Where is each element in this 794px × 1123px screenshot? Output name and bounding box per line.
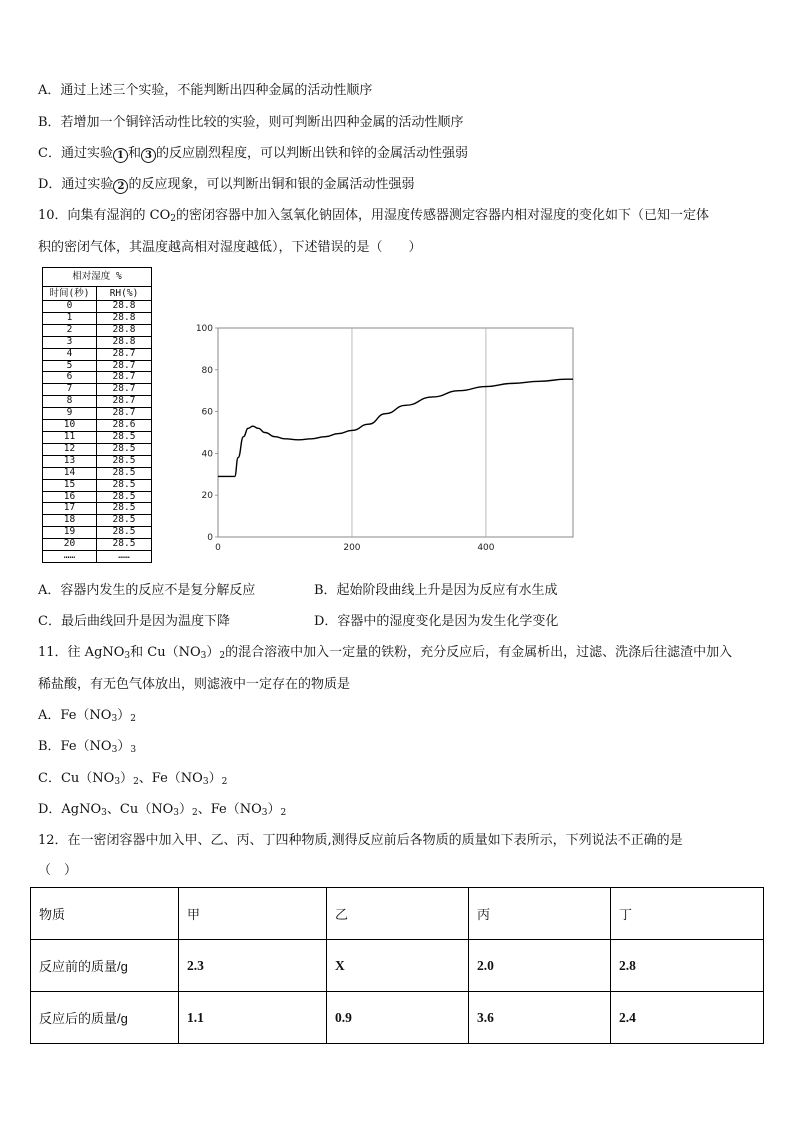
mass-table-cell: 2.4 <box>611 992 764 1044</box>
mass-table-cell: 2.3 <box>179 940 327 992</box>
humidity-time-cell: 0 <box>43 301 97 313</box>
humidity-table <box>42 267 152 563</box>
q9-option-c <box>38 146 468 163</box>
q12-stem-line1: 12．在一密闭容器中加入甲、乙、丙、丁四种物质,测得反应前后各物质的质量如下表所示，下列说法不正确的是 <box>38 833 683 848</box>
humidity-table-row <box>43 479 152 491</box>
mass-table-header-cell: 乙 <box>327 888 469 940</box>
humidity-rh-cell: 28.5 <box>97 491 152 503</box>
mass-table-cell: X <box>327 940 469 992</box>
mass-table-cell: 2.8 <box>611 940 764 992</box>
humidity-line-chart <box>185 318 585 553</box>
humidity-rh-cell: 28.8 <box>97 324 152 336</box>
mass-table-cell: 0.9 <box>327 992 469 1044</box>
humidity-table-row <box>43 420 152 432</box>
y-tick-label: 80 <box>201 365 213 376</box>
humidity-rh-cell: 28.7 <box>97 372 152 384</box>
humidity-series-line <box>218 379 573 476</box>
humidity-time-cell: 13 <box>43 455 97 467</box>
humidity-table-row <box>43 491 152 503</box>
q10-stem-line1 <box>38 208 709 227</box>
humidity-rh-cell: …… <box>97 551 152 563</box>
q11-option-a <box>38 708 136 727</box>
humidity-rh-cell: 28.7 <box>97 360 152 372</box>
humidity-time-cell: 8 <box>43 396 97 408</box>
q11-stem-line2: 稀盐酸，有无色气体放出，则滤液中一定存在的物质是 <box>38 677 351 692</box>
q11-c-s4: 2 <box>221 777 228 787</box>
humidity-table-col-rh: RH(%) <box>97 287 152 301</box>
humidity-table-row <box>43 324 152 336</box>
q10-option-c: C．最后曲线回升是因为温度下降 <box>38 614 230 629</box>
humidity-time-cell: 14 <box>43 467 97 479</box>
humidity-table-row <box>43 443 152 455</box>
q11-b-s1: 3 <box>111 745 118 755</box>
y-tick-label: 60 <box>201 407 213 418</box>
x-tick-label: 200 <box>343 543 361 553</box>
mass-table-header-cell: 物质 <box>31 888 179 940</box>
q11-d-s2: 3 <box>173 808 179 818</box>
q9-option-d <box>38 177 414 194</box>
humidity-table-row <box>43 348 152 360</box>
q9-option-a: A．通过上述三个实验，不能判断出四种金属的活动性顺序 <box>38 83 373 98</box>
humidity-time-cell: 19 <box>43 527 97 539</box>
q11-option-c <box>38 771 227 790</box>
humidity-time-cell: 17 <box>43 503 97 515</box>
q11-b-pre: B．Fe（NO <box>38 739 112 754</box>
q9-option-d-post: 的反应现象，可以判断出铜和银的金属活动性强弱 <box>128 177 415 192</box>
q11-a-s1: 3 <box>111 714 118 724</box>
q11-d-post: ） <box>267 802 281 817</box>
humidity-time-cell: 6 <box>43 372 97 384</box>
mass-table-cell: 1.1 <box>179 992 327 1044</box>
q10-option-a: A．容器内发生的反应不是复分解反应 <box>38 583 256 598</box>
mass-table-header-cell: 丙 <box>469 888 611 940</box>
q11-stem-line1 <box>38 645 732 664</box>
humidity-table-row <box>43 515 152 527</box>
humidity-rh-cell: 28.5 <box>97 527 152 539</box>
humidity-table-row <box>43 301 152 313</box>
humidity-table-row <box>43 336 152 348</box>
q11-sub1: 3 <box>124 651 131 661</box>
humidity-rh-cell: 28.5 <box>97 443 152 455</box>
humidity-time-cell: 16 <box>43 491 97 503</box>
humidity-rh-cell: 28.5 <box>97 467 152 479</box>
q11-a-post: ） <box>117 708 131 723</box>
q9-option-d-pre: D．通过实验 <box>38 177 114 192</box>
humidity-rh-cell: 28.7 <box>97 396 152 408</box>
humidity-rh-cell: 28.8 <box>97 301 152 313</box>
humidity-table-row <box>43 539 152 551</box>
q11-d-s5: 2 <box>280 808 287 818</box>
q11-pre: 11．往 AgNO <box>38 645 125 660</box>
x-tick-label: 400 <box>477 543 495 553</box>
humidity-rh-cell: 28.7 <box>97 408 152 420</box>
humidity-rh-cell: 28.7 <box>97 348 152 360</box>
q10-stem-post: 的密闭容器中加入氢氧化钠固体，用湿度传感器测定容器内相对湿度的变化如下（已知一定体 <box>176 208 710 223</box>
humidity-time-cell: 7 <box>43 384 97 396</box>
q11-c-s2: 2 <box>133 777 139 787</box>
q10-stem-pre: 10．向集有湿润的 CO <box>38 208 171 223</box>
humidity-time-cell: 15 <box>43 479 97 491</box>
humidity-rh-cell: 28.8 <box>97 312 152 324</box>
q11-option-d <box>38 802 286 821</box>
mass-table-header-row <box>31 888 764 940</box>
humidity-time-cell: 5 <box>43 360 97 372</box>
q9-option-c-pre: C．通过实验 <box>38 146 113 161</box>
q11-d-mid2: ） <box>179 802 193 817</box>
mass-table-row <box>31 940 764 992</box>
humidity-table-row <box>43 503 152 515</box>
y-tick-label: 40 <box>201 449 213 460</box>
x-tick-label: 0 <box>215 543 221 553</box>
q9-option-b: B．若增加一个铜锌活动性比较的实验，则可判断出四种金属的活动性顺序 <box>38 115 464 130</box>
q11-d-s3: 2 <box>192 808 198 818</box>
mass-table-row-label: 反应前的质量/g <box>31 940 179 992</box>
humidity-rh-cell: 28.5 <box>97 455 152 467</box>
humidity-table-row <box>43 384 152 396</box>
q11-d-s4: 3 <box>261 808 268 818</box>
q9-option-c-post: 的反应剧烈程度，可以判断出铁和锌的金属活动性强弱 <box>155 146 468 161</box>
humidity-table-row <box>43 431 152 443</box>
humidity-table-row <box>43 312 152 324</box>
humidity-table-row <box>43 467 152 479</box>
y-tick-label: 20 <box>201 491 213 502</box>
q11-option-b <box>38 739 136 758</box>
humidity-table-row <box>43 360 152 372</box>
q11-a-pre: A．Fe（NO <box>38 708 112 723</box>
q11-d-mid: 、Cu（NO <box>106 802 174 817</box>
q11-d-mid3: 、Fe（NO <box>197 802 262 817</box>
mass-table-cell: 3.6 <box>469 992 611 1044</box>
q9-option-c-mid: 和 <box>127 146 141 161</box>
mass-table <box>30 887 764 1044</box>
q10-option-b: B．起始阶段曲线上升是因为反应有水生成 <box>314 583 558 598</box>
mass-table-row <box>31 992 764 1044</box>
humidity-rh-cell: 28.5 <box>97 539 152 551</box>
q11-sub2: 3 <box>200 651 207 661</box>
q10-option-d: D．容器中的湿度变化是因为发生化学变化 <box>314 614 559 629</box>
q11-sub3: 2 <box>219 651 226 661</box>
q11-c-s1: 3 <box>114 777 121 787</box>
circled-number-1: 1 <box>113 148 128 163</box>
humidity-table-row <box>43 396 152 408</box>
humidity-time-cell: 9 <box>43 408 97 420</box>
q11-c-s3: 3 <box>202 777 209 787</box>
y-tick-label: 100 <box>195 324 213 334</box>
mass-table-header-cell: 丁 <box>611 888 764 940</box>
q11-c-post: ） <box>208 771 222 786</box>
q10-stem-line2: 积的密闭气体，其温度越高相对湿度越低），下述错误的是（ ） <box>38 240 422 255</box>
mass-table-header-cell: 甲 <box>179 888 327 940</box>
q11-mid: 和 Cu（NO <box>130 645 201 660</box>
circled-number-2: 2 <box>113 179 128 194</box>
q11-a-s2: 2 <box>130 714 136 724</box>
mass-table-cell: 2.0 <box>469 940 611 992</box>
humidity-rh-cell: 28.7 <box>97 384 152 396</box>
humidity-time-cell: 10 <box>43 420 97 432</box>
humidity-rh-cell: 28.5 <box>97 503 152 515</box>
humidity-rh-cell: 28.6 <box>97 420 152 432</box>
circled-number-3: 3 <box>141 148 156 163</box>
q11-d-s1: 3 <box>101 808 107 818</box>
q11-b-post: ） <box>117 739 131 754</box>
q11-d-pre: D．AgNO <box>38 802 102 817</box>
humidity-table-row <box>43 551 152 563</box>
humidity-time-cell: 18 <box>43 515 97 527</box>
mass-table-row-label: 反应后的质量/g <box>31 992 179 1044</box>
q10-stem-sub: 2 <box>170 214 177 224</box>
humidity-table-body <box>43 301 152 563</box>
humidity-time-cell: 4 <box>43 348 97 360</box>
q11-c-pre: C．Cu（NO <box>38 771 115 786</box>
q11-c-mid2: 、Fe（NO <box>138 771 203 786</box>
humidity-time-cell: 2 <box>43 324 97 336</box>
humidity-time-cell: 11 <box>43 431 97 443</box>
q11-post: 的混合溶液中加入一定量的铁粉，充分反应后，有金属析出，过滤、洗涤后往滤渣中加入 <box>225 645 733 660</box>
q11-c-mid: ） <box>120 771 134 786</box>
q11-b-s2: 3 <box>130 745 137 755</box>
humidity-table-row <box>43 455 152 467</box>
plot-frame <box>218 328 573 537</box>
humidity-rh-cell: 28.5 <box>97 515 152 527</box>
humidity-rh-cell: 28.5 <box>97 431 152 443</box>
humidity-time-cell: 20 <box>43 539 97 551</box>
humidity-rh-cell: 28.8 <box>97 336 152 348</box>
humidity-time-cell: 12 <box>43 443 97 455</box>
humidity-time-cell: 1 <box>43 312 97 324</box>
y-tick-label: 0 <box>207 533 213 543</box>
humidity-table-row <box>43 372 152 384</box>
q12-stem-line2: （ ） <box>38 863 78 878</box>
humidity-table-caption: 相对湿度 % <box>43 268 152 287</box>
humidity-table-row <box>43 527 152 539</box>
humidity-time-cell: 3 <box>43 336 97 348</box>
humidity-table-col-time: 时间(秒) <box>43 287 97 301</box>
humidity-table-row <box>43 408 152 420</box>
humidity-time-cell: …… <box>43 551 97 563</box>
humidity-rh-cell: 28.5 <box>97 479 152 491</box>
q11-mid2: ） <box>206 645 220 660</box>
